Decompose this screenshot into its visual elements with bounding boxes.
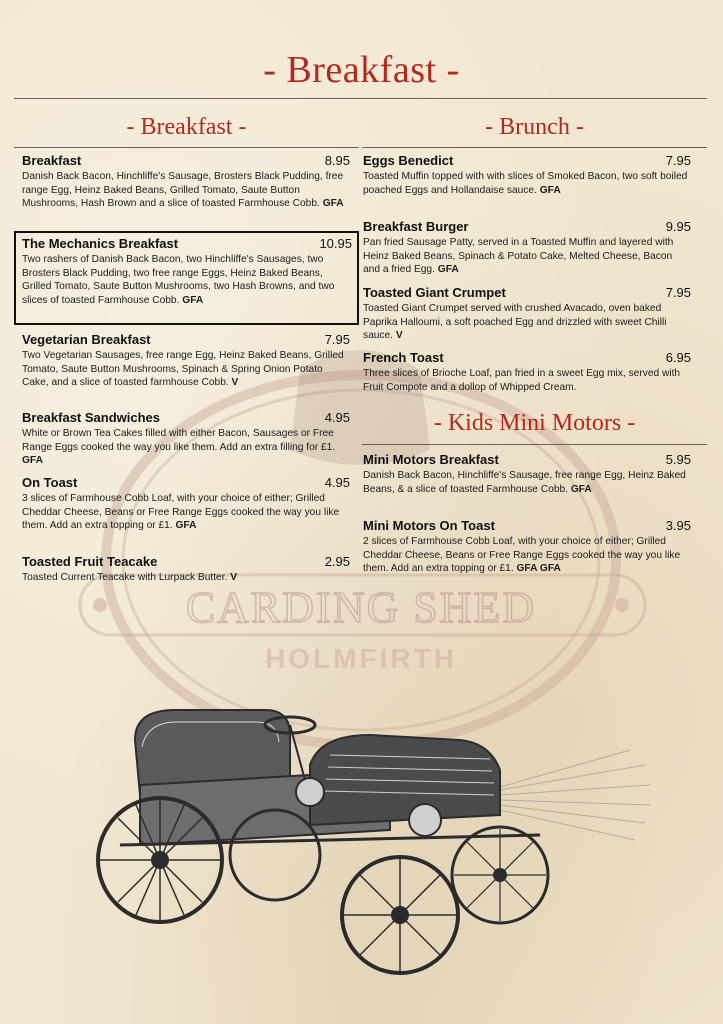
item-description: Toasted Giant Crumpet served with crushed Avacado, oven baked Paprika Halloumi, a soft poached Egg and drizzled with sweet Chilli sauce. V [363,303,667,342]
item-description: Danish Back Bacon, Hinchliffe's Sausage, Brosters Black Pudding, free range Egg, Heinz Baked Beans, Grilled Tomato, Saute Button Mushrooms, Hash Brown and a slice of toasted Farmhouse Cobb. GFA [22,171,344,210]
item-name: Eggs Benedict [363,153,454,168]
item-name: Mini Motors On Toast [363,518,495,533]
brunch-heading-divider [362,147,707,148]
page-title: - Breakfast - [263,49,460,91]
item-price: 7.95 [665,153,691,168]
menu-item [22,332,350,390]
item-description: 3 slices of Farmhouse Cobb Loaf, with your choice of either; Grilled Cheddar Cheese, Beans or Free Range Eggs cooked the way you like them. Add an extra topping or £1. GFA [22,493,340,532]
menu-item [22,410,350,468]
dietary-tag: V [231,377,239,389]
item-name: Vegetarian Breakfast [22,332,151,347]
breakfast-heading: - Breakfast - [126,114,247,140]
dietary-tag: GFA [570,483,592,495]
item-price: 6.95 [665,350,691,365]
watermark-line2: HOLMFIRTH [265,643,457,674]
dietary-tag: GFA [175,520,197,532]
item-description: Two Vegetarian Sausages, free range Egg, Heinz Baked Beans, Grilled Tomato, Saute Button Mushrooms, Spinach & Spring Onion Potato Cake, and a slice of toasted farmhouse Cobb. V [22,350,344,389]
dietary-tag: GFA [539,184,561,196]
title-divider [14,98,707,99]
item-description: 2 slices of Farmhouse Cobb Loaf, with your choice of either; Grilled Cheddar Cheese, Beans or Free Range Eggs cooked the way you like them. Add an extra topping or £1. GFA GFA [363,536,681,575]
item-description: Toasted Muffin topped with with slices of Smoked Bacon, two soft boiled poached Eggs and Hollandaise sauce. GFA [363,171,688,196]
item-price: 5.95 [665,452,691,467]
menu-item [363,219,691,277]
item-price: 4.95 [324,475,350,490]
watermark-line1: CARDING SHED [185,583,537,632]
menu-item [22,236,352,307]
brunch-heading: - Brunch - [485,114,584,140]
dietary-tag: GFA [322,198,344,210]
menu-item [22,153,350,211]
item-price: 2.95 [324,554,350,569]
item-description: Danish Back Bacon, Hinchliffe's Sausage, free range Egg, Heinz Baked Beans, & a slice of toasted Farmhouse Cobb. GFA [363,470,686,495]
dietary-tag: GFA [182,294,204,306]
item-name: Toasted Fruit Teacake [22,554,158,569]
menu-item [363,153,691,197]
menu-item [22,475,350,533]
item-description: White or Brown Tea Cakes filled with either Bacon, Sausages or Free Range Eggs cooked the way you like them. Add an extra filling for £1. GFA [22,428,336,467]
item-name: Toasted Giant Crumpet [363,285,506,300]
item-price: 7.95 [324,332,350,347]
item-price: 10.95 [319,236,352,251]
item-name: The Mechanics Breakfast [22,236,179,251]
menu-item [22,554,350,585]
menu-item [363,285,691,343]
item-name: Mini Motors Breakfast [363,452,499,467]
menu-item [363,518,691,576]
item-name: On Toast [22,475,78,490]
dietary-tag: GFA [437,264,459,276]
dietary-tag: GFA [22,455,43,467]
kids-heading-divider [362,444,707,445]
breakfast-heading-divider [14,147,359,148]
item-price: 9.95 [665,219,691,234]
item-name: Breakfast [22,153,82,168]
dietary-tag: GFA GFA [516,563,561,575]
dietary-tag: V [230,572,238,583]
item-price: 7.95 [665,285,691,300]
item-description: Toasted Current Teacake with Lurpack Butter. V [22,572,238,583]
item-name: Breakfast Sandwiches [22,410,161,425]
dietary-tag: V [395,330,403,342]
item-price: 8.95 [324,153,350,168]
vintage-car-illustration [80,695,660,995]
item-description: Pan fried Sausage Patty, served in a Toasted Muffin and layered with Heinz Baked Beans, Spinach & Potato Cake, Melted Cheese, Bacon and a fried Egg. GFA [363,237,674,276]
kids-heading: - Kids Mini Motors - [433,410,636,436]
menu-item [363,452,691,496]
item-description: Two rashers of Danish Back Bacon, two Hinchliffe's Sausages, two Brosters Black Pudding, two free range Eggs, Heinz Baked Beans, Grilled Tomato, Saute Button Mushrooms, two Hash Browns, and two slices of toasted Farmhouse Cobb. GFA [22,254,335,306]
item-name: Breakfast Burger [363,219,469,234]
item-description: Three slices of Brioche Loaf, pan fried in a sweet Egg mix, served with Fruit Compote and a dollop of Whipped Cream. [363,368,681,393]
item-price: 4.95 [324,410,350,425]
item-price: 3.95 [665,518,691,533]
menu-item [363,350,691,394]
item-name: French Toast [363,350,444,365]
